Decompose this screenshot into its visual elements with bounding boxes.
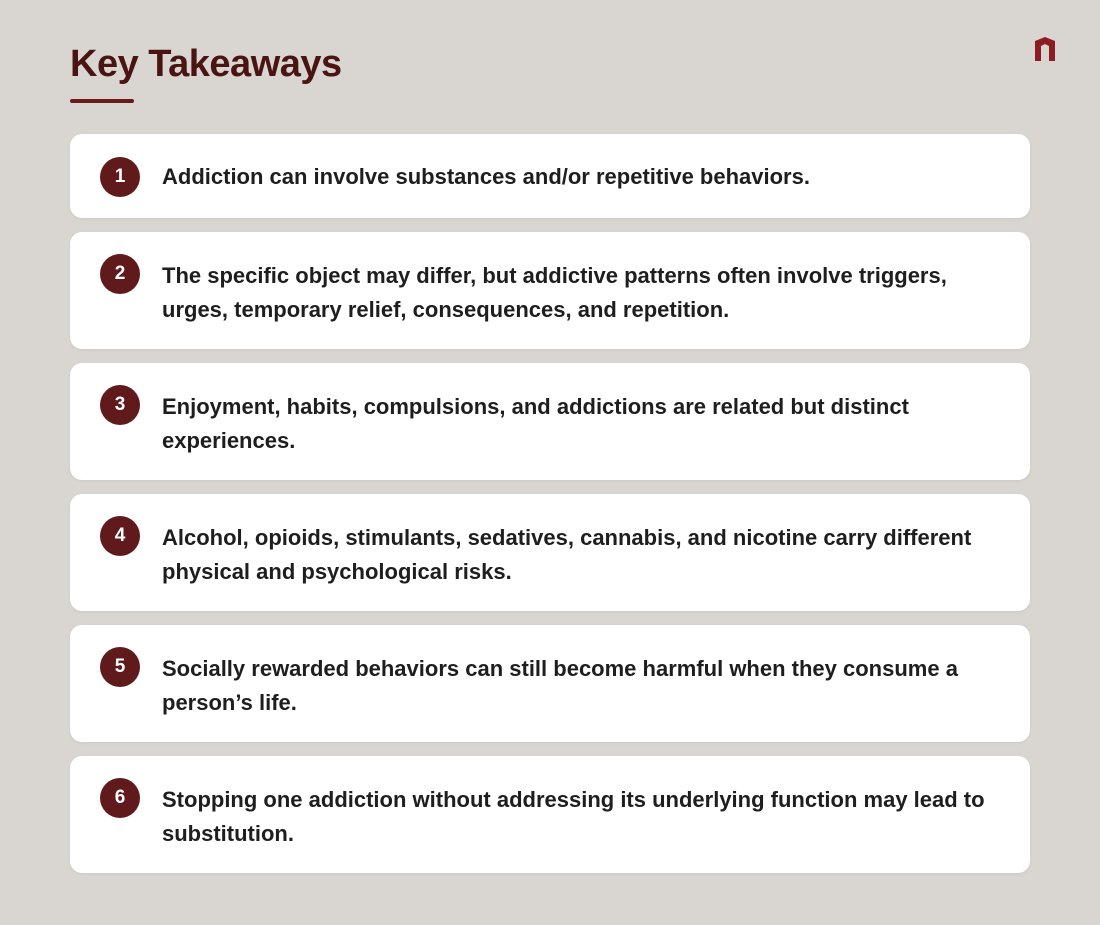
takeaway-card-4 [70,494,1030,611]
takeaway-number-badge: 4 [100,516,140,556]
takeaway-text: The specific object may differ, but addictive patterns often involve triggers, urges, temporary relief, consequences, and repetition. [162,263,947,322]
takeaway-number-badge: 1 [100,157,140,197]
takeaway-number-badge: 6 [100,778,140,818]
takeaway-text: Enjoyment, habits, compulsions, and addictions are related but distinct experiences. [162,394,909,453]
takeaways-list [70,134,1030,887]
takeaway-text: Stopping one addiction without addressing its underlying function may lead to substitution. [162,787,985,846]
takeaway-card-6 [70,756,1030,873]
takeaway-number-badge: 5 [100,647,140,687]
takeaway-card-5 [70,625,1030,742]
shield-icon [1034,37,1056,61]
takeaway-text: Addiction can involve substances and/or repetitive behaviors. [162,164,810,189]
takeaway-card-1 [70,134,1030,218]
page-title: Key Takeaways [70,43,342,85]
title-underline [70,99,134,103]
takeaway-card-2 [70,232,1030,349]
takeaway-text: Socially rewarded behaviors can still become harmful when they consume a person’s life. [162,656,958,715]
takeaway-card-3 [70,363,1030,480]
takeaway-text: Alcohol, opioids, stimulants, sedatives, cannabis, and nicotine carry different physical and psychological risks. [162,525,972,584]
takeaway-number-badge: 2 [100,254,140,294]
takeaway-number-badge: 3 [100,385,140,425]
